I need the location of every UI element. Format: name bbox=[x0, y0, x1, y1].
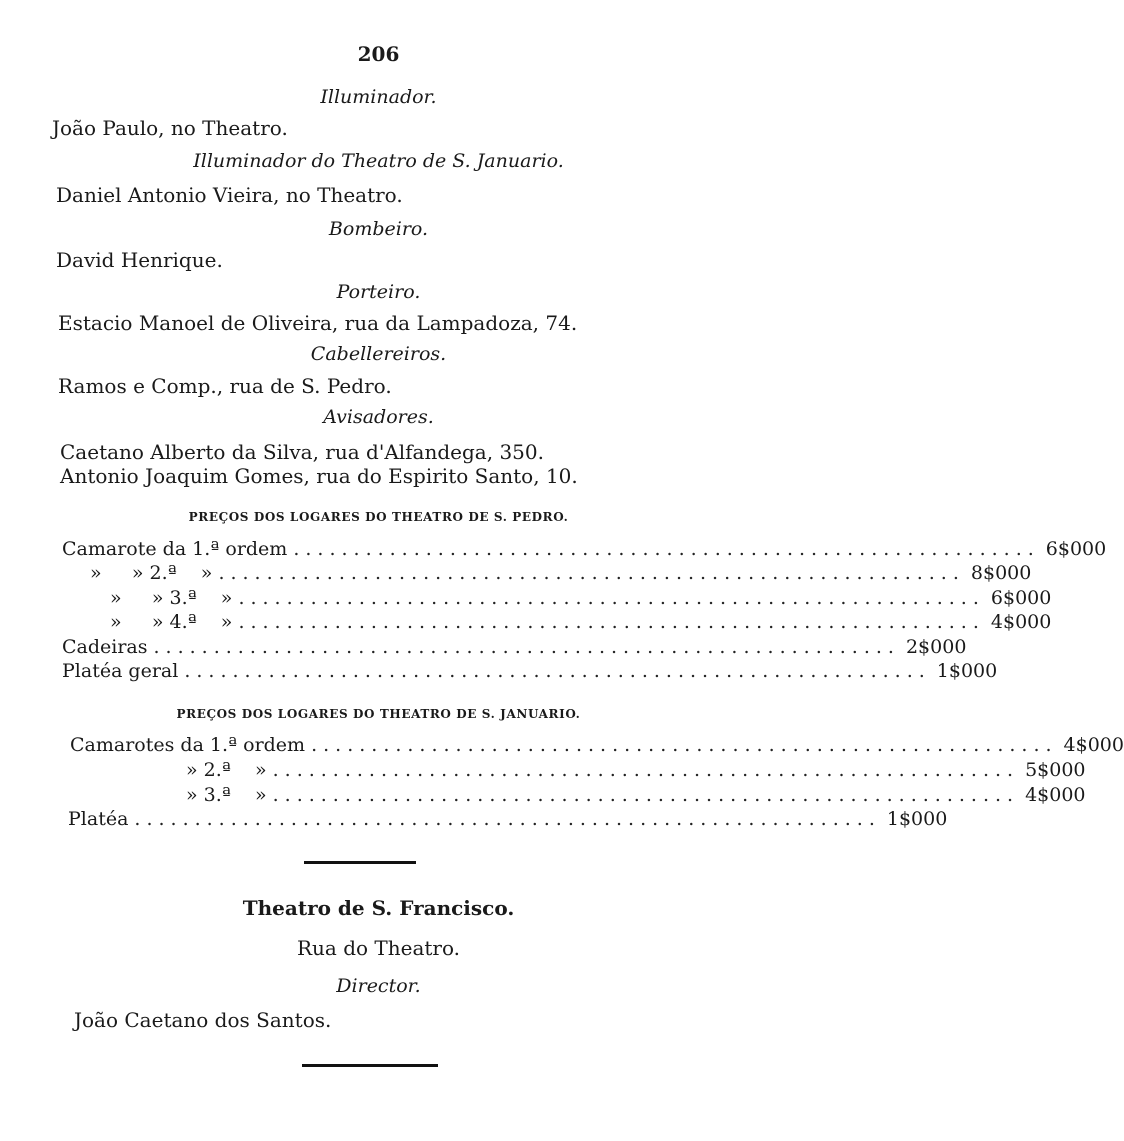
entry-david-henrique: David Henrique. bbox=[56, 248, 223, 272]
price-label: » » 4.ª » bbox=[110, 611, 233, 633]
entry-caetano-alberto: Caetano Alberto da Silva, rua d'Alfandega, 350. bbox=[60, 440, 544, 464]
price-table-title-s-januario: PREÇOS DOS LOGARES DO THEATRO DE S. JANUARIO. bbox=[176, 707, 581, 721]
heading-director: Director. bbox=[336, 975, 421, 997]
price-label: Camarote da 1.ª ordem bbox=[62, 538, 288, 560]
divider-rule bbox=[304, 861, 416, 864]
page-number: 206 bbox=[357, 42, 400, 66]
price-value: 5$000 bbox=[1025, 759, 1086, 781]
price-label: » » 2.ª » bbox=[90, 562, 213, 584]
dot-leader: .............................................................. bbox=[311, 734, 1058, 756]
price-value: 4$000 bbox=[1025, 784, 1086, 806]
price-value: 4$000 bbox=[990, 611, 1052, 633]
dot-leader: .............................................................. bbox=[272, 759, 1020, 781]
price-label: Camarotes da 1.ª ordem bbox=[70, 734, 306, 756]
price-table-title-s-pedro: PREÇOS DOS LOGARES DO THEATRO DE S. PEDRO. bbox=[188, 510, 569, 524]
entry-antonio-joaquim: Antonio Joaquim Gomes, rua do Espirito Santo, 10. bbox=[60, 464, 578, 488]
entry-joao-paulo: João Paulo, no Theatro. bbox=[52, 116, 288, 140]
price-value: 4$000 bbox=[1063, 734, 1124, 756]
price-value: 6$000 bbox=[990, 587, 1052, 609]
divider-rule bbox=[302, 1064, 438, 1067]
dot-leader: .............................................................. bbox=[134, 808, 881, 830]
entry-daniel-antonio: Daniel Antonio Vieira, no Theatro. bbox=[56, 183, 403, 207]
price-value: 8$000 bbox=[970, 562, 1032, 584]
price-row bbox=[68, 808, 948, 830]
price-value: 1$000 bbox=[886, 808, 948, 830]
dot-leader: .............................................................. bbox=[184, 660, 931, 682]
price-row bbox=[62, 660, 998, 682]
price-value: 1$000 bbox=[936, 660, 998, 682]
entry-joao-caetano: João Caetano dos Santos. bbox=[74, 1008, 332, 1032]
section-address: Rua do Theatro. bbox=[296, 936, 461, 960]
dot-leader: .............................................................. bbox=[238, 611, 985, 633]
dot-leader: .............................................................. bbox=[153, 636, 900, 658]
heading-cabellereiros: Cabellereiros. bbox=[310, 343, 447, 365]
price-label: » » 3.ª » bbox=[110, 587, 233, 609]
entry-ramos-comp: Ramos e Comp., rua de S. Pedro. bbox=[58, 374, 392, 398]
dot-leader: .............................................................. bbox=[238, 587, 985, 609]
price-row bbox=[62, 636, 967, 658]
price-label: » 3.ª » bbox=[186, 784, 267, 806]
heading-illuminador-januario: Illuminador do Theatro de S. Januario. bbox=[193, 150, 564, 172]
price-row bbox=[186, 759, 1086, 781]
entry-estacio-manoel: Estacio Manoel de Oliveira, rua da Lampadoza, 74. bbox=[58, 311, 578, 335]
dot-leader: .............................................................. bbox=[293, 538, 1040, 560]
heading-bombeiro: Bombeiro. bbox=[328, 218, 429, 240]
dot-leader: .............................................................. bbox=[272, 784, 1020, 806]
price-label: Platéa bbox=[68, 808, 129, 830]
price-row bbox=[62, 538, 1107, 560]
price-row bbox=[110, 587, 1052, 609]
price-label: Platéa geral bbox=[62, 660, 179, 682]
price-row bbox=[186, 784, 1086, 806]
price-value: 2$000 bbox=[905, 636, 967, 658]
price-label: » 2.ª » bbox=[186, 759, 267, 781]
price-row bbox=[110, 611, 1052, 633]
heading-avisadores: Avisadores. bbox=[323, 406, 434, 428]
dot-leader: .............................................................. bbox=[218, 562, 965, 584]
heading-porteiro: Porteiro. bbox=[336, 281, 421, 303]
heading-illuminador: Illuminador. bbox=[320, 86, 437, 108]
price-row bbox=[90, 562, 1032, 584]
price-row bbox=[70, 734, 1124, 756]
price-value: 6$000 bbox=[1045, 538, 1107, 560]
section-title: Theatro de S. Francisco. bbox=[242, 896, 515, 920]
price-label: Cadeiras bbox=[62, 636, 148, 658]
